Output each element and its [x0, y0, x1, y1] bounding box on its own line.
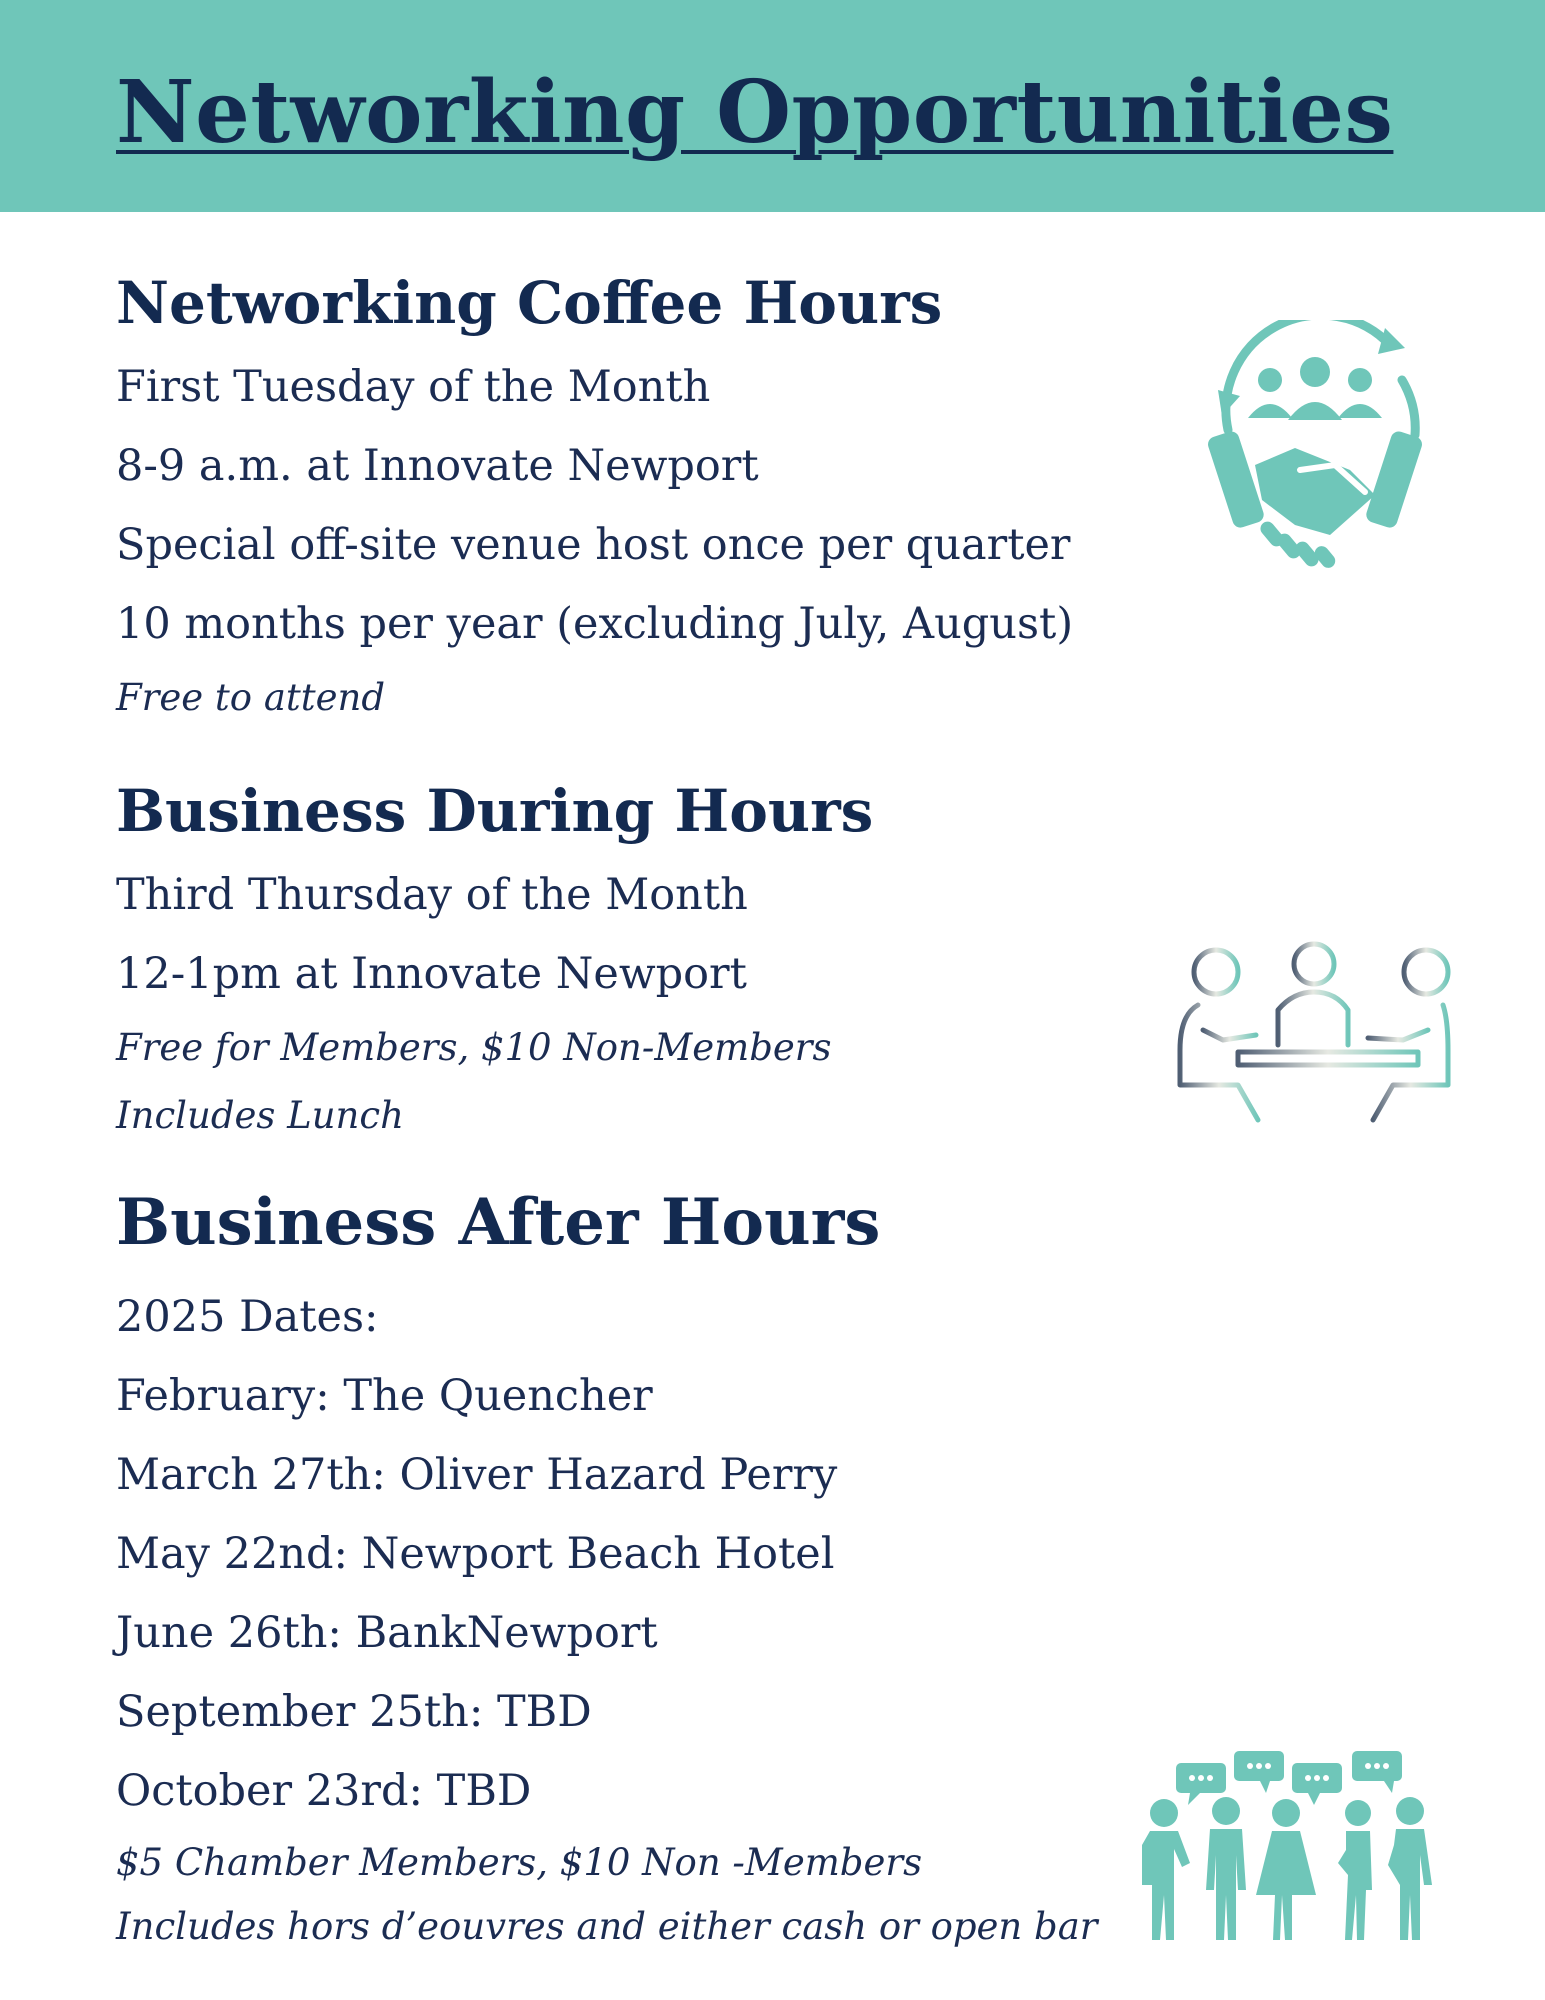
people-chatting-icon	[1130, 1745, 1440, 1949]
meeting-table-icon	[1148, 940, 1478, 1164]
during-line: 12-1pm at Innovate Newport	[116, 948, 747, 999]
handshake-team-icon	[1200, 320, 1430, 584]
after-note: Includes hors d’eouvres and either cash or open bar	[116, 1905, 1098, 1949]
title-banner	[0, 0, 1545, 212]
during-hours-section	[116, 777, 1116, 1150]
after-hours-heading: Business After Hours	[116, 1185, 881, 1260]
coffee-note: Free to attend	[116, 675, 386, 719]
after-line: May 22nd: Newport Beach Hotel	[116, 1529, 835, 1580]
after-note: $5 Chamber Members, $10 Non -Members	[116, 1841, 923, 1885]
coffee-line: 8-9 a.m. at Innovate Newport	[116, 440, 759, 491]
page-title: Networking Opportunities	[116, 62, 1394, 163]
after-hours-section	[116, 1185, 1116, 1959]
after-line: October 23rd: TBD	[116, 1766, 532, 1817]
coffee-hours-section	[116, 269, 1116, 732]
coffee-line: First Tuesday of the Month	[116, 361, 711, 412]
after-line: June 26th: BankNewport	[116, 1608, 658, 1659]
coffee-line: Special off-site venue host once per quarter	[116, 519, 1071, 570]
during-line: Third Thursday of the Month	[116, 869, 748, 920]
coffee-hours-heading: Networking Coffee Hours	[116, 269, 943, 337]
during-note: Free for Members, $10 Non-Members	[116, 1025, 832, 1069]
during-note: Includes Lunch	[116, 1093, 404, 1137]
after-line: February: The Quencher	[116, 1371, 653, 1422]
after-line: March 27th: Oliver Hazard Perry	[116, 1450, 838, 1501]
coffee-line: 10 months per year (excluding July, August)	[116, 598, 1074, 649]
after-line: September 25th: TBD	[116, 1687, 592, 1738]
after-line: 2025 Dates:	[116, 1292, 379, 1343]
during-hours-heading: Business During Hours	[116, 777, 874, 845]
